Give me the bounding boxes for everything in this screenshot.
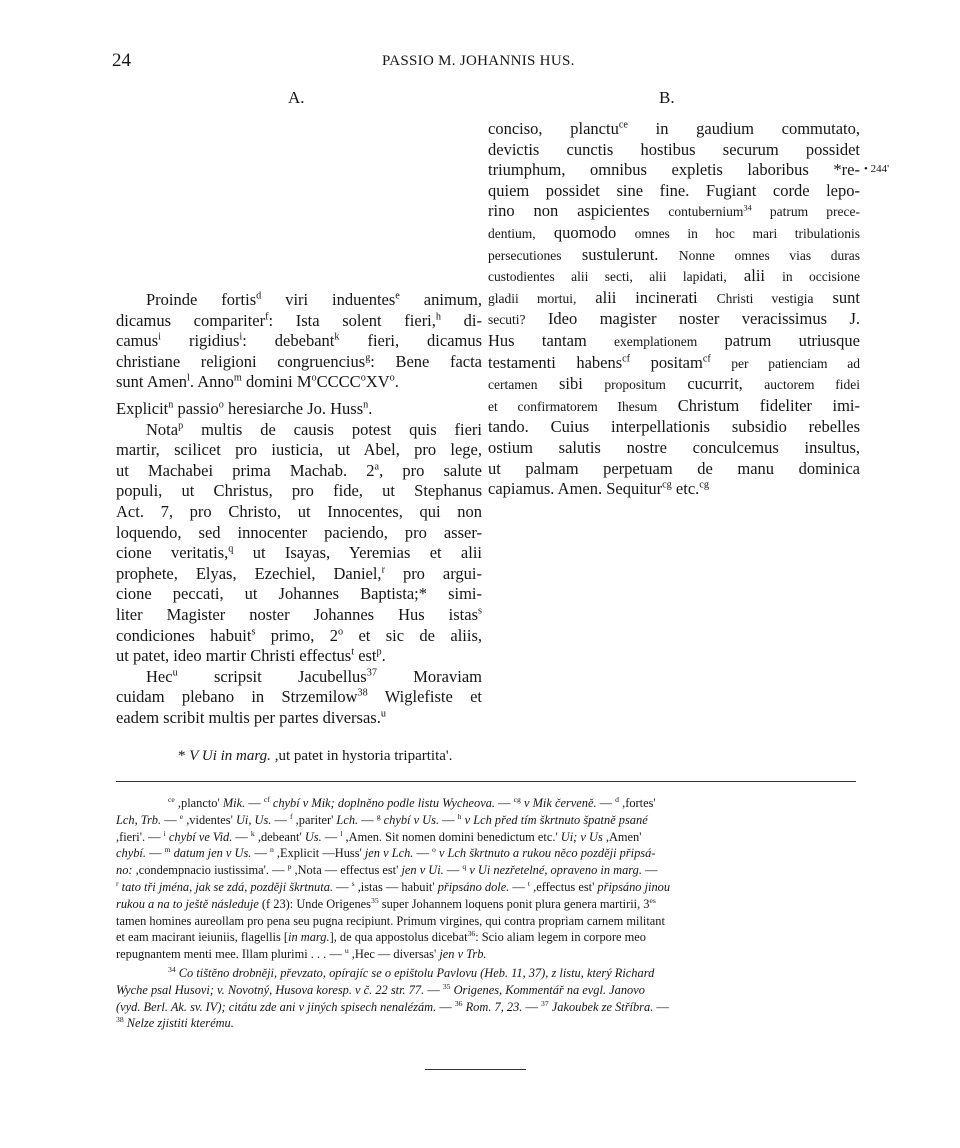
column-a-line: loquendo, sed innocenter paciendo, pro asser- [116, 522, 482, 542]
column-a-line: Hec$^u$ scripsit Jacubellus$^{37}$ Moraviam [146, 666, 482, 686]
critical-notes [116, 795, 860, 963]
column-a-line: cione veritatis,$^q$ ut Isayas, Yeremias et alii [116, 543, 482, 563]
source-note-line: Wyche psal Husovi; v. Novotný, Husova koresp. v č. 22 str. 77. — $^{35}$ Origenes, Kommentář na evgl. Janovo [116, 981, 645, 997]
column-b-line: ut palmam perpetuam de manu dominica [488, 458, 860, 478]
column-a-line: liter Magister noster Johannes Hus istas$^s$ [116, 604, 482, 624]
column-b-line: triumphum, omnibus expletis laboribus *re- [488, 160, 860, 180]
column-b-line: certamen sibi propositum cucurrit, auctorem fidei [488, 374, 860, 394]
column-a-line: cuidam plebano in Strzemilow$^{38}$ Wiglefiste et [116, 687, 482, 707]
column-a-label: A. [288, 88, 305, 107]
column-a-line: ut patet, ideo martir Christi effectus$^t$ est$^p$. [116, 646, 386, 666]
column-b-label: B. [659, 88, 675, 107]
column-b-line: tando. Cuius interpellationis subsidio rebelles [488, 417, 860, 437]
column-b-line: devictis cunctis hostibus securum possidet [488, 139, 860, 159]
column-b-text [488, 119, 860, 500]
column-a-line: ut Machabei prima Machab. 2$^a$, pro salute [116, 460, 483, 480]
column-b-line: ostium salutis nostre conculcemus insultus, [488, 437, 860, 457]
column-a-line: christiane religioni congruencius$^g$: Bene facta [116, 351, 482, 371]
critical-note-line: chybí. — $^m$ datum jen v Us. — $^n$ ,Explicit —Huss' jen v Lch. — $^o$ v Lch škrtnuto a rukou něco později připsá- [116, 845, 656, 861]
column-b-line: quiem possidet sine fine. Fugiant corde lepo- [488, 180, 860, 200]
page-number: 24 [112, 50, 131, 71]
running-title: PASSIO M. JOHANNIS HUS. [382, 53, 575, 69]
column-a-line: condiciones habuit$^s$ primo, 2$^o$ et sic de aliis, [116, 625, 483, 645]
column-a-line: Nota$^p$ multis de causis potest quis fieri [146, 419, 482, 439]
column-a-line: Explicit$^n$ passio$^o$ heresiarche Jo. Huss$^n$. [116, 398, 373, 418]
column-b-line: gladii mortui, alii incinerati Christi vestigia sunt [488, 287, 860, 307]
column-b-line: et confirmatorem Ihesum Christum fideliter imi- [488, 395, 860, 415]
column-a-line: sunt Amen$^l$. Anno$^m$ domini $M^oCCCC^oXV^o$. [116, 372, 399, 392]
column-a-line: cione peccati, ut Johannes Baptista;* simi- [116, 584, 482, 604]
column-a-line: dicamus compariter$^f$: Ista solent fieri,$^h$ di- [116, 310, 482, 330]
critical-note-line: ,fieri'. — $^i$ chybí ve Vid. — $^k$ ,debeant' Us. — $^l$ ,Amen. Sit nomen domini benedictum etc.' Ui; v Us ,Amen' [116, 828, 642, 844]
critical-note-line: Lch, Trb. — $^e$ ,videntes' Ui, Us. — $^f$ ,pariter' Lch. — $^g$ chybí v Us. — $^h$ v Lch před tím škrtnuto špatně psané [116, 811, 648, 827]
column-b-line: capiamus. Amen. Sequitur$^{cg}$ etc.$^{cg}$ [488, 479, 709, 499]
column-b-line: persecutiones sustulerunt. Nonne omnes vias duras [488, 244, 860, 264]
column-a-line: prophete, Elyas, Ezechiel, Daniel,$^r$ pro argui- [116, 563, 482, 583]
column-a-line: populi, ut Christus, pro fide, ut Stephanus [116, 481, 482, 501]
column-b-line: Hus tantam exemplationem patrum utriusque [488, 330, 860, 350]
column-a-line: martir, scilicet pro iusticia, ut Abel, pro lege, [116, 440, 482, 460]
column-b-line: dentium, quomodo omnes in hoc mari tribulationis [488, 222, 860, 242]
column-b-line: testamenti habens$^{cf}$ positam$^{cf}$ per patienciam ad [488, 352, 860, 372]
column-a-line: eadem scribit multis per partes diversas.$^u$ [116, 707, 386, 727]
marginal-footnote: * V Ui in marg. ,ut patet in hystoria tripartita'. [178, 748, 453, 764]
column-b-line: secuti? Ideo magister noster veracissimus J. [488, 309, 860, 329]
footnote-rule [116, 781, 856, 782]
column-b-line: custodientes alii secti, alii lapidati, alii in occisione [488, 266, 860, 286]
critical-note-line: $^{ce}$ ,plancto' Mik. — $^{cf}$ chybí v Mik; doplněno podle listu Wycheova. — $^{cg}$ v Mik červeně. — $^d$ ,fortes' [168, 794, 656, 810]
critical-note-line: no: ,condempnacio iustissima'. — $^p$ ,Nota — effectus est' jen v Ui. — $^q$ v Ui nezřetelné, opraveno in marg. — [116, 862, 658, 878]
source-note-line: $^{38}$ Nelze zjistiti kterému. [116, 1015, 234, 1031]
source-note-line: $^{34}$ Co tištěno drobněji, převzato, opírajíc se o epištolu Pavlovu (Heb. 11, 37), z listu, který Richard [168, 964, 655, 980]
critical-note-line: $^r$ tato tři jména, jak se zdá, později škrtnuta. — $^s$ ,istas — habuit' připsáno dole. — $^t$ ,effectus est' připsáno jinou [116, 878, 671, 894]
critical-note-line: rukou a na to ještě následuje (f 23): Unde Origenes$^{35}$ super Johannem loquens ponit plura genera martirii, $3^{es}$ [116, 895, 656, 911]
source-notes [116, 965, 860, 1032]
column-a-text [116, 290, 482, 728]
column-a-line: Proinde fortis$^d$ viri induentes$^e$ animum, [146, 290, 482, 309]
critical-note-line: repugnantem menti mee. Illam plurimi . . . — $^u$ ,Hec — diversas' jen v Trb. [116, 946, 487, 962]
critical-note-line: tamen homines aureollam pro pena seu pugna recipiunt. Primum virgines, qui contra propriam carnem militant [116, 913, 665, 928]
column-a-line: Act. 7, pro Christo, ut Innocentes, qui non [116, 501, 482, 521]
end-rule [425, 1069, 526, 1070]
critical-note-line: et eam macirant ieiuniis, flagellis [in marg.], de qua appostolus dicebat$^{36}$: Scio aliam legem in corpore meo [116, 929, 646, 945]
folio-margin-note: • 244' [864, 163, 890, 175]
column-a-line: camus$^i$ rigidius$^i$: debebant$^k$ fieri, dicamus [116, 331, 483, 351]
source-note-line: (vyd. Berl. Ak. sv. IV); citátu zde ani v jiných spisech nenalézám. — $^{36}$ Rom. 7, 23. — $^{37}$ Jakoubek ze Stříbra. — [116, 998, 669, 1014]
critical-apparatus [116, 795, 860, 1032]
column-b-line: rino non aspicientes contubernium$^{34}$ patrum prece- [488, 201, 860, 221]
column-b-line: conciso, planctu$^{ce}$ in gaudium commutato, [488, 119, 861, 138]
